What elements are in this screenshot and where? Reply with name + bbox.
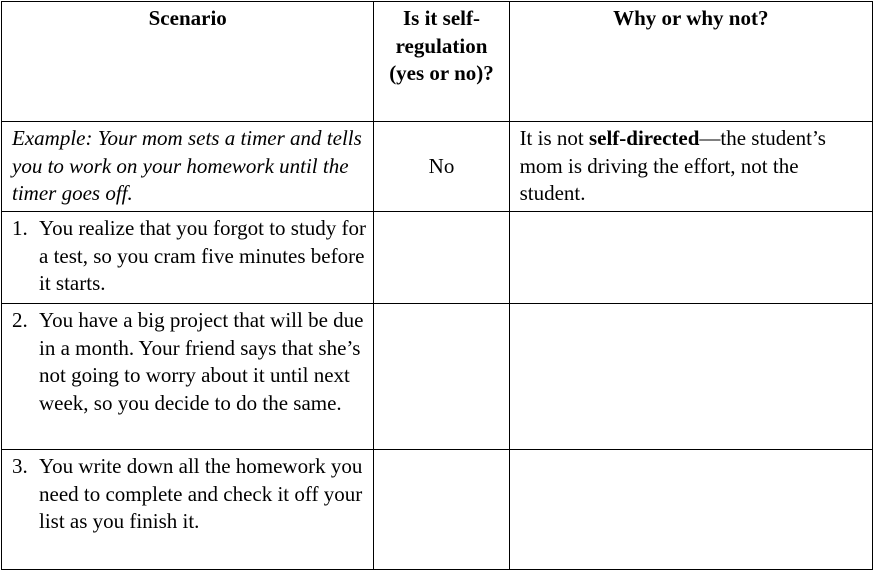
why-cell[interactable]	[509, 304, 872, 450]
example-answer: No	[374, 122, 509, 212]
self-regulation-worksheet-table	[1, 1, 873, 570]
header-self-regulation: Is it self-regulation (yes or no)?	[374, 2, 509, 122]
answer-cell[interactable]	[374, 212, 509, 304]
scenario-cell	[2, 212, 374, 304]
answer-cell[interactable]	[374, 304, 509, 450]
scenario-text: You have a big project that will be due in a month. Your friend says that she’s not going to worry about it until next week, so you decide to do the same.	[39, 308, 364, 415]
header-why: Why or why not?	[509, 2, 872, 122]
why-cell[interactable]	[509, 450, 872, 570]
example-why-suffix: —the student’s mom is driving the effort, not the student.	[519, 126, 826, 205]
example-why	[509, 122, 872, 212]
answer-cell[interactable]	[374, 450, 509, 570]
scenario-cell	[2, 304, 374, 450]
header-row	[2, 2, 873, 122]
example-scenario: Example: Your mom sets a timer and tells you to work on your homework until the timer goes off.	[2, 122, 374, 212]
example-why-keyword: self-directed	[588, 126, 700, 150]
table-row	[2, 304, 873, 450]
table-row	[2, 450, 873, 570]
scenario-number: 3.	[12, 454, 28, 478]
scenario-number: 1.	[12, 216, 28, 240]
scenario-text: You write down all the homework you need to complete and check it off your list as you finish it.	[39, 454, 363, 533]
scenario-cell	[2, 450, 374, 570]
scenario-number: 2.	[12, 308, 28, 332]
why-cell[interactable]	[509, 212, 872, 304]
example-why-prefix: It is not	[519, 126, 589, 150]
header-scenario: Scenario	[2, 2, 374, 122]
example-row	[2, 122, 873, 212]
scenario-text: You realize that you forgot to study for a test, so you cram five minutes before it starts.	[39, 216, 367, 295]
table-row	[2, 212, 873, 304]
